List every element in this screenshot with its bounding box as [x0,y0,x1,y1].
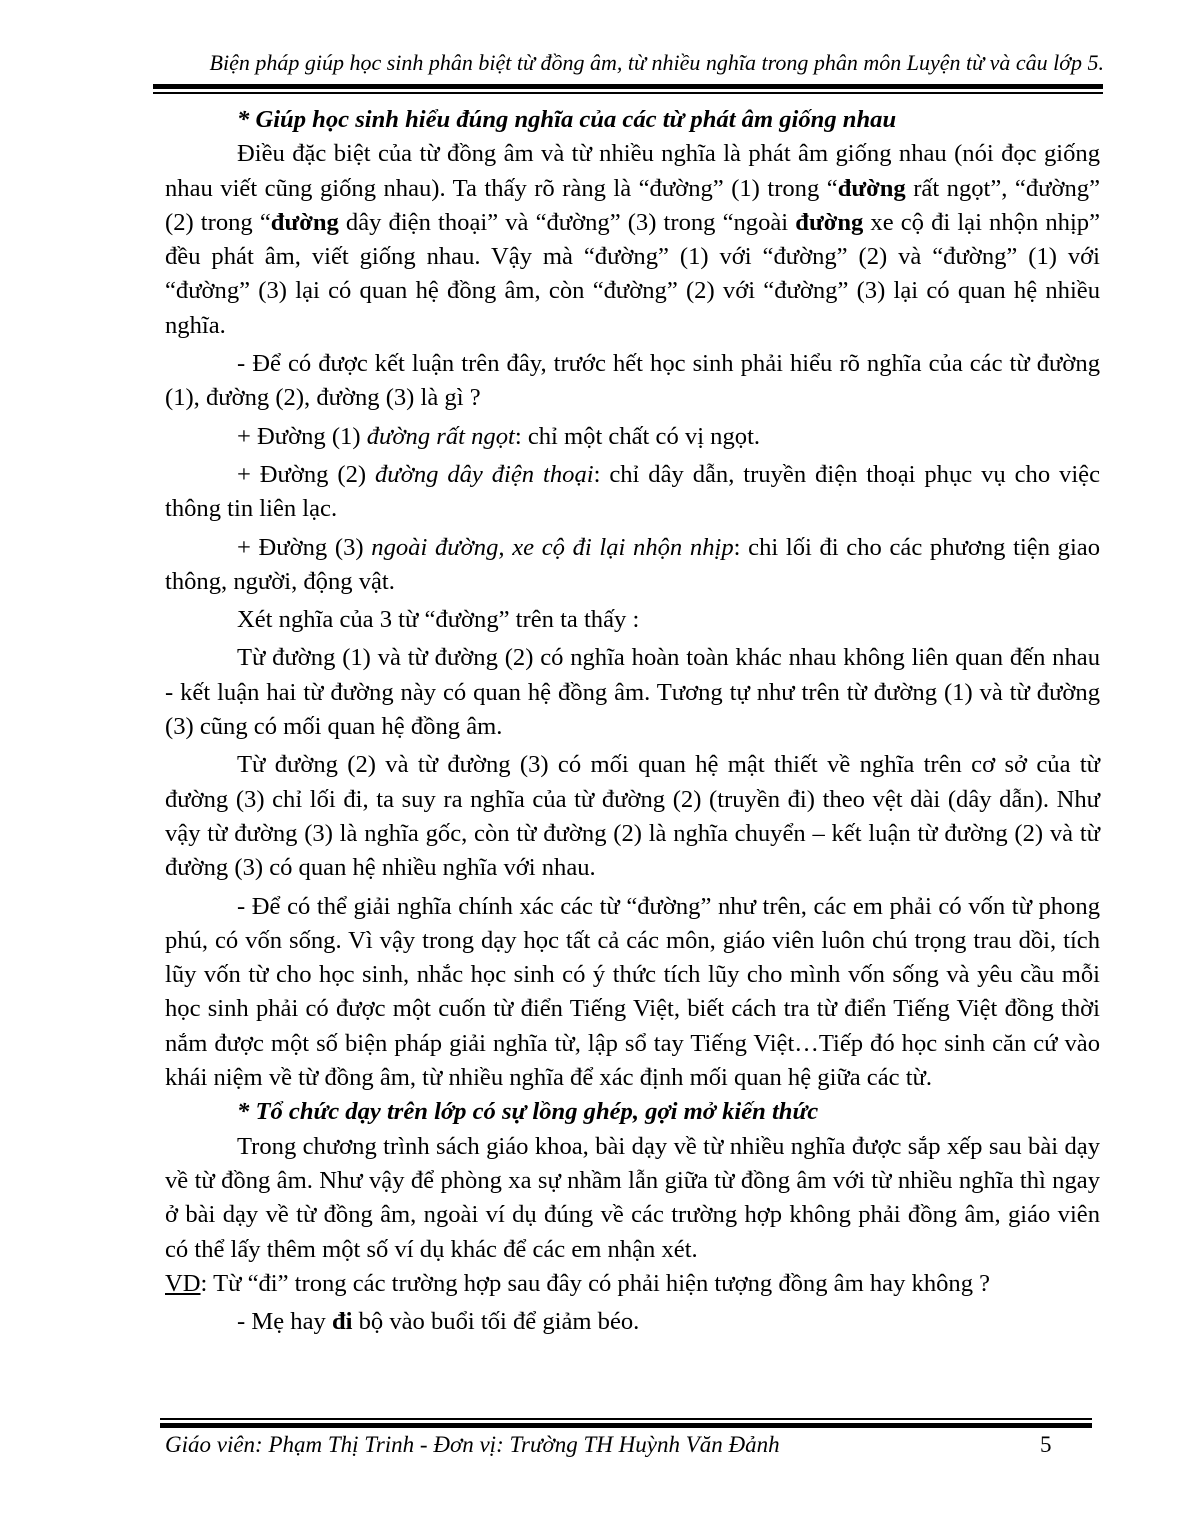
text-run: - Để có thể giải nghĩa chính xác các từ “đường” như trên, các em phải có vốn từ phong phú, có vốn sống. Vì vậy trong dạy học tất cả các môn, giáo viên luôn chú trọng trau dồi, tích lũy vốn từ cho học sinh, nhắc học sinh có ý thức tích lũy cho mình vốn sống và yêu cầu mỗi học sinh phải có được một cuốn từ điển Tiếng Việt, biết cách tra từ điển Tiếng Việt đồng thời nắm được một số biện pháp giải nghĩa từ, lập sổ tay Tiếng Việt…Tiếp đó học sinh căn cứ vào khái niệm về từ đồng âm, từ nhiều nghĩa để xác định mối quan hệ giữa các từ. [165,892,1100,1092]
header-rule-thick [153,84,1103,89]
text-run: Trong chương trình sách giáo khoa, bài dạy về từ nhiều nghĩa được sắp xếp sau bài dạy về từ đồng âm. Như vậy để phòng xa sự nhầm lẫn giữa từ đồng âm với từ nhiều nghĩa thì ngay ở bài dạy về từ đồng âm, ngoài ví dụ đúng về các trường hợp không phải đồng âm, giáo viên có thể lấy thêm một số ví dụ khác để các em nhận xét. [165,1132,1100,1263]
page-header: Biện pháp giúp học sinh phân biệt từ đồng âm, từ nhiều nghĩa trong phân môn Luyện từ và câu lớp 5. [209,50,1104,75]
text-run: : chỉ dây dẫn, truyền điện thoại phục vụ cho việc thông tin liên lạc. [165,460,1100,523]
text-run: Từ đường (2) và từ đường (3) có mối quan hệ mật thiết về nghĩa trên cơ sở của từ đường (3) chỉ lối đi, ta suy ra nghĩa của từ đường (2) (truyền đi) theo vệt dài (dây dẫn). Như vậy từ đường (3) là nghĩa gốc, còn từ đường (2) là nghĩa chuyển – kết luận từ đường (2) và từ đường (3) có quan hệ nhiều nghĩa với nhau. [165,751,1100,882]
paragraph [165,137,1100,343]
text-run: dây điện thoại” và “đường” (3) trong “ngoài [338,208,796,236]
text-run: bộ vào buổi tối để giảm béo. [352,1308,640,1336]
page-number: 5 [1040,1432,1052,1457]
text-run: + Đường (2) [237,460,375,488]
paragraph [165,890,1100,1096]
text-run: : chỉ một chất có vị ngọt. [514,422,761,450]
paragraph [165,1130,1100,1267]
text-run: xe cộ đi lại nhộn nhịp” đều phát âm, viết giống nhau. Vậy mà “đường” (1) với “đường” (2) và “đường” (1) với “đường” (3) lại có quan hệ đồng âm, còn “đường” (2) với “đường” (3) lại có quan hệ nhiều nghĩa. [165,208,1100,339]
text-run: rất ngọt”, “đường” (2) trong “ [165,174,1100,236]
text-run: - Mẹ hay [237,1308,332,1336]
text-run: Xét nghĩa của 3 từ “đường” trên ta thấy : [237,606,640,634]
text-run: Điều đặc biệt của từ đồng âm và từ nhiều nghĩa là phát âm giống nhau (nói đọc giống nhau viết cũng giống nhau). Ta thấy rõ ràng là “đường” (1) trong “ [165,140,1100,202]
section-heading: * Giúp học sinh hiểu đúng nghĩa của các từ phát âm giống nhau [237,106,897,133]
text-run: đường rất ngọt [366,422,515,450]
paragraph [165,748,1100,885]
paragraph [165,641,1100,744]
body-content [165,103,1100,1339]
section-heading: * Tổ chức dạy trên lớp có sự lồng ghép, gợi mở kiến thức [237,1098,819,1126]
footer-author: Giáo viên: Phạm Thị Trinh - Đơn vị: Trường TH Huỳnh Văn Đảnh [165,1432,780,1457]
paragraph [165,347,1100,416]
header-rule-thin [153,92,1103,94]
paragraph [165,458,1100,527]
text-run: đường [795,208,864,236]
footer-rule-thick [160,1423,1092,1428]
text-run: Từ đường (1) và từ đường (2) có nghĩa hoàn toàn khác nhau không liên quan đến nhau - kết luận hai từ đường này có quan hệ đồng âm. Tương tự như trên từ đường (1) và từ đường (3) cũng có mối quan hệ đồng âm. [165,644,1100,741]
paragraph [165,1305,1100,1339]
text-run: + Đường (3) [237,533,372,561]
text-run: ngoài đường, xe cộ đi lại nhộn nhịp [371,533,734,561]
text-run: đường [837,174,906,202]
paragraph [165,603,1100,637]
text-run: đường [270,208,339,236]
text-run: đường dây điện thoại [374,460,594,488]
text-run: : chi lối đi cho các phương tiện giao thông, người, động vật. [165,533,1101,595]
text-run: đi [331,1308,353,1336]
paragraph [165,420,1100,454]
text-run: - Để có được kết luận trên đây, trước hết học sinh phải hiểu rõ nghĩa của các từ đường (1), đường (2), đường (3) là gì ? [165,350,1100,412]
text-run: + Đường (1) [237,422,367,450]
paragraph [165,531,1100,600]
footer-rule-thin [160,1418,1092,1420]
paragraph [165,1267,1100,1301]
text-run: VD [165,1269,201,1297]
text-run: : Từ “đi” trong các trường hợp sau đây có phải hiện tượng đồng âm hay không ? [200,1269,991,1297]
